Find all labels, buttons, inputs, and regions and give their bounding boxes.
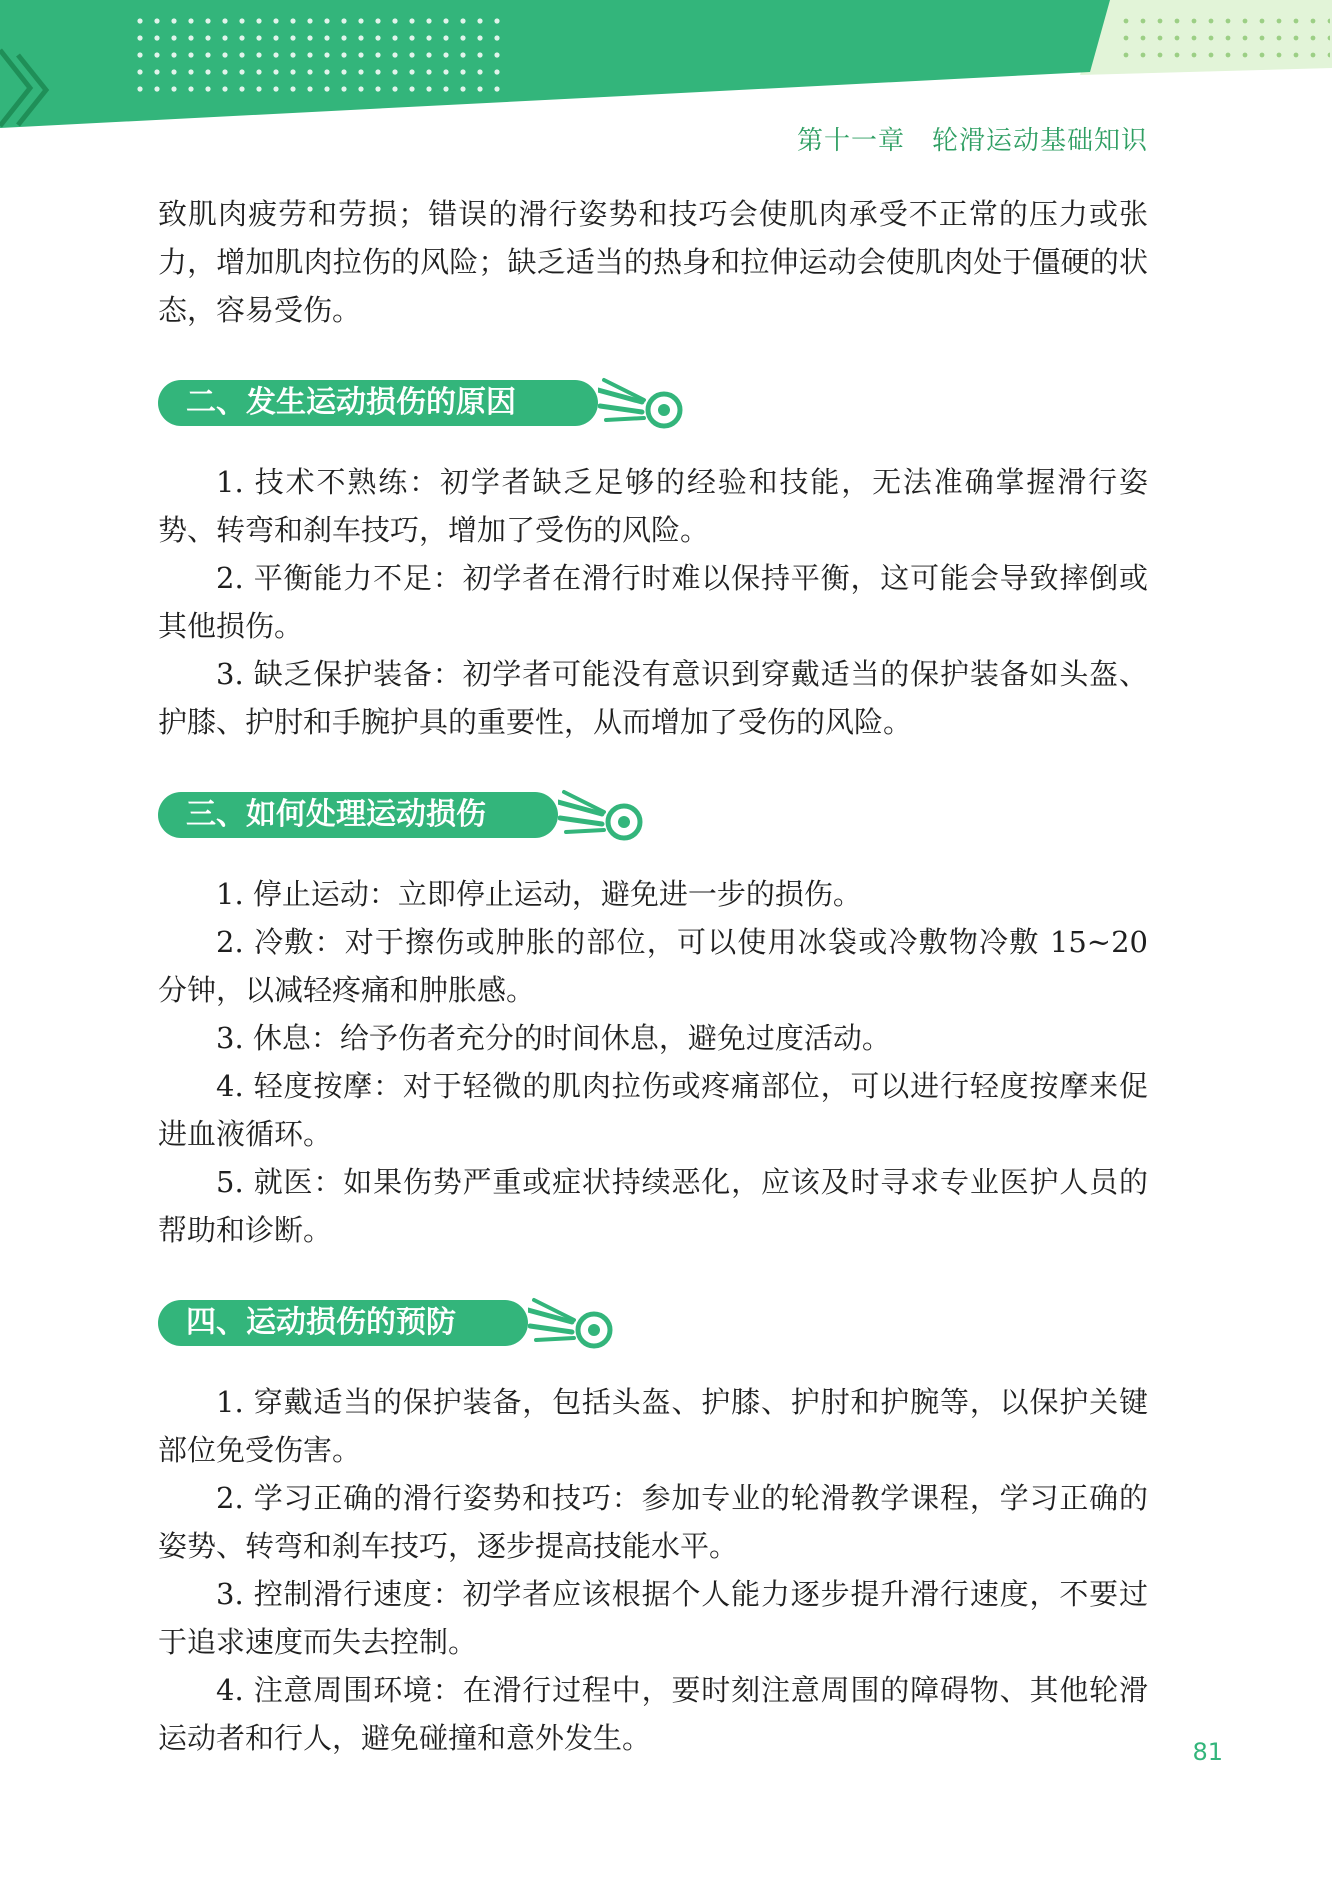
list-item: 3. 控制滑行速度：初学者应该根据个人能力逐步提升滑行速度，不要过于追求速度而失去控制。	[158, 1577, 1148, 1659]
page-content	[158, 190, 1148, 1762]
section-heading	[158, 1296, 1148, 1350]
intro-paragraph: 致肌肉疲劳和劳损；错误的滑行姿势和技巧会使肌肉承受不正常的压力或张力，增加肌肉拉伤的风险；缺乏适当的热身和拉伸运动会使肌肉处于僵硬的状态，容易受伤。	[158, 197, 1148, 327]
list-item: 2. 平衡能力不足：初学者在滑行时难以保持平衡，这可能会导致摔倒或其他损伤。	[158, 561, 1148, 643]
speed-target-icon	[528, 1296, 620, 1356]
list-item: 2. 冷敷：对于擦伤或肿胀的部位，可以使用冰袋或冷敷物冷敷 15~20 分钟，以减轻疼痛和肿胀感。	[158, 925, 1148, 1007]
list-item: 2. 学习正确的滑行姿势和技巧：参加专业的轮滑教学课程，学习正确的姿势、转弯和刹车技巧，逐步提高技能水平。	[158, 1481, 1148, 1563]
section-heading	[158, 788, 1148, 842]
chapter-title: 第十一章 轮滑运动基础知识	[796, 126, 1148, 156]
page-number: 81	[1192, 1738, 1223, 1766]
list-item: 1. 停止运动：立即停止运动，避免进一步的损伤。	[216, 877, 862, 911]
speed-target-icon	[558, 788, 650, 848]
header-banner	[0, 0, 1332, 130]
list-item: 1. 穿戴适当的保护装备，包括头盔、护膝、护肘和护腕等，以保护关键部位免受伤害。	[158, 1385, 1148, 1467]
section-title: 四、运动损伤的预防	[186, 1305, 456, 1340]
list-item: 5. 就医：如果伤势严重或症状持续恶化，应该及时寻求专业医护人员的帮助和诊断。	[158, 1165, 1148, 1247]
list-item: 4. 轻度按摩：对于轻微的肌肉拉伤或疼痛部位，可以进行轻度按摩来促进血液循环。	[158, 1069, 1148, 1151]
list-item: 4. 注意周围环境：在滑行过程中，要时刻注意周围的障碍物、其他轮滑运动者和行人，避免碰撞和意外发生。	[158, 1673, 1148, 1755]
list-item: 3. 缺乏保护装备：初学者可能没有意识到穿戴适当的保护装备如头盔、护膝、护肘和手腕护具的重要性，从而增加了受伤的风险。	[158, 657, 1148, 739]
section-title: 二、发生运动损伤的原因	[186, 385, 516, 420]
section-heading	[158, 376, 1148, 430]
section-title: 三、如何处理运动损伤	[186, 797, 486, 832]
speed-target-icon	[598, 376, 690, 436]
list-item: 3. 休息：给予伤者充分的时间休息，避免过度活动。	[216, 1021, 891, 1055]
list-item: 1. 技术不熟练：初学者缺乏足够的经验和技能，无法准确掌握滑行姿势、转弯和刹车技巧，增加了受伤的风险。	[158, 465, 1148, 547]
